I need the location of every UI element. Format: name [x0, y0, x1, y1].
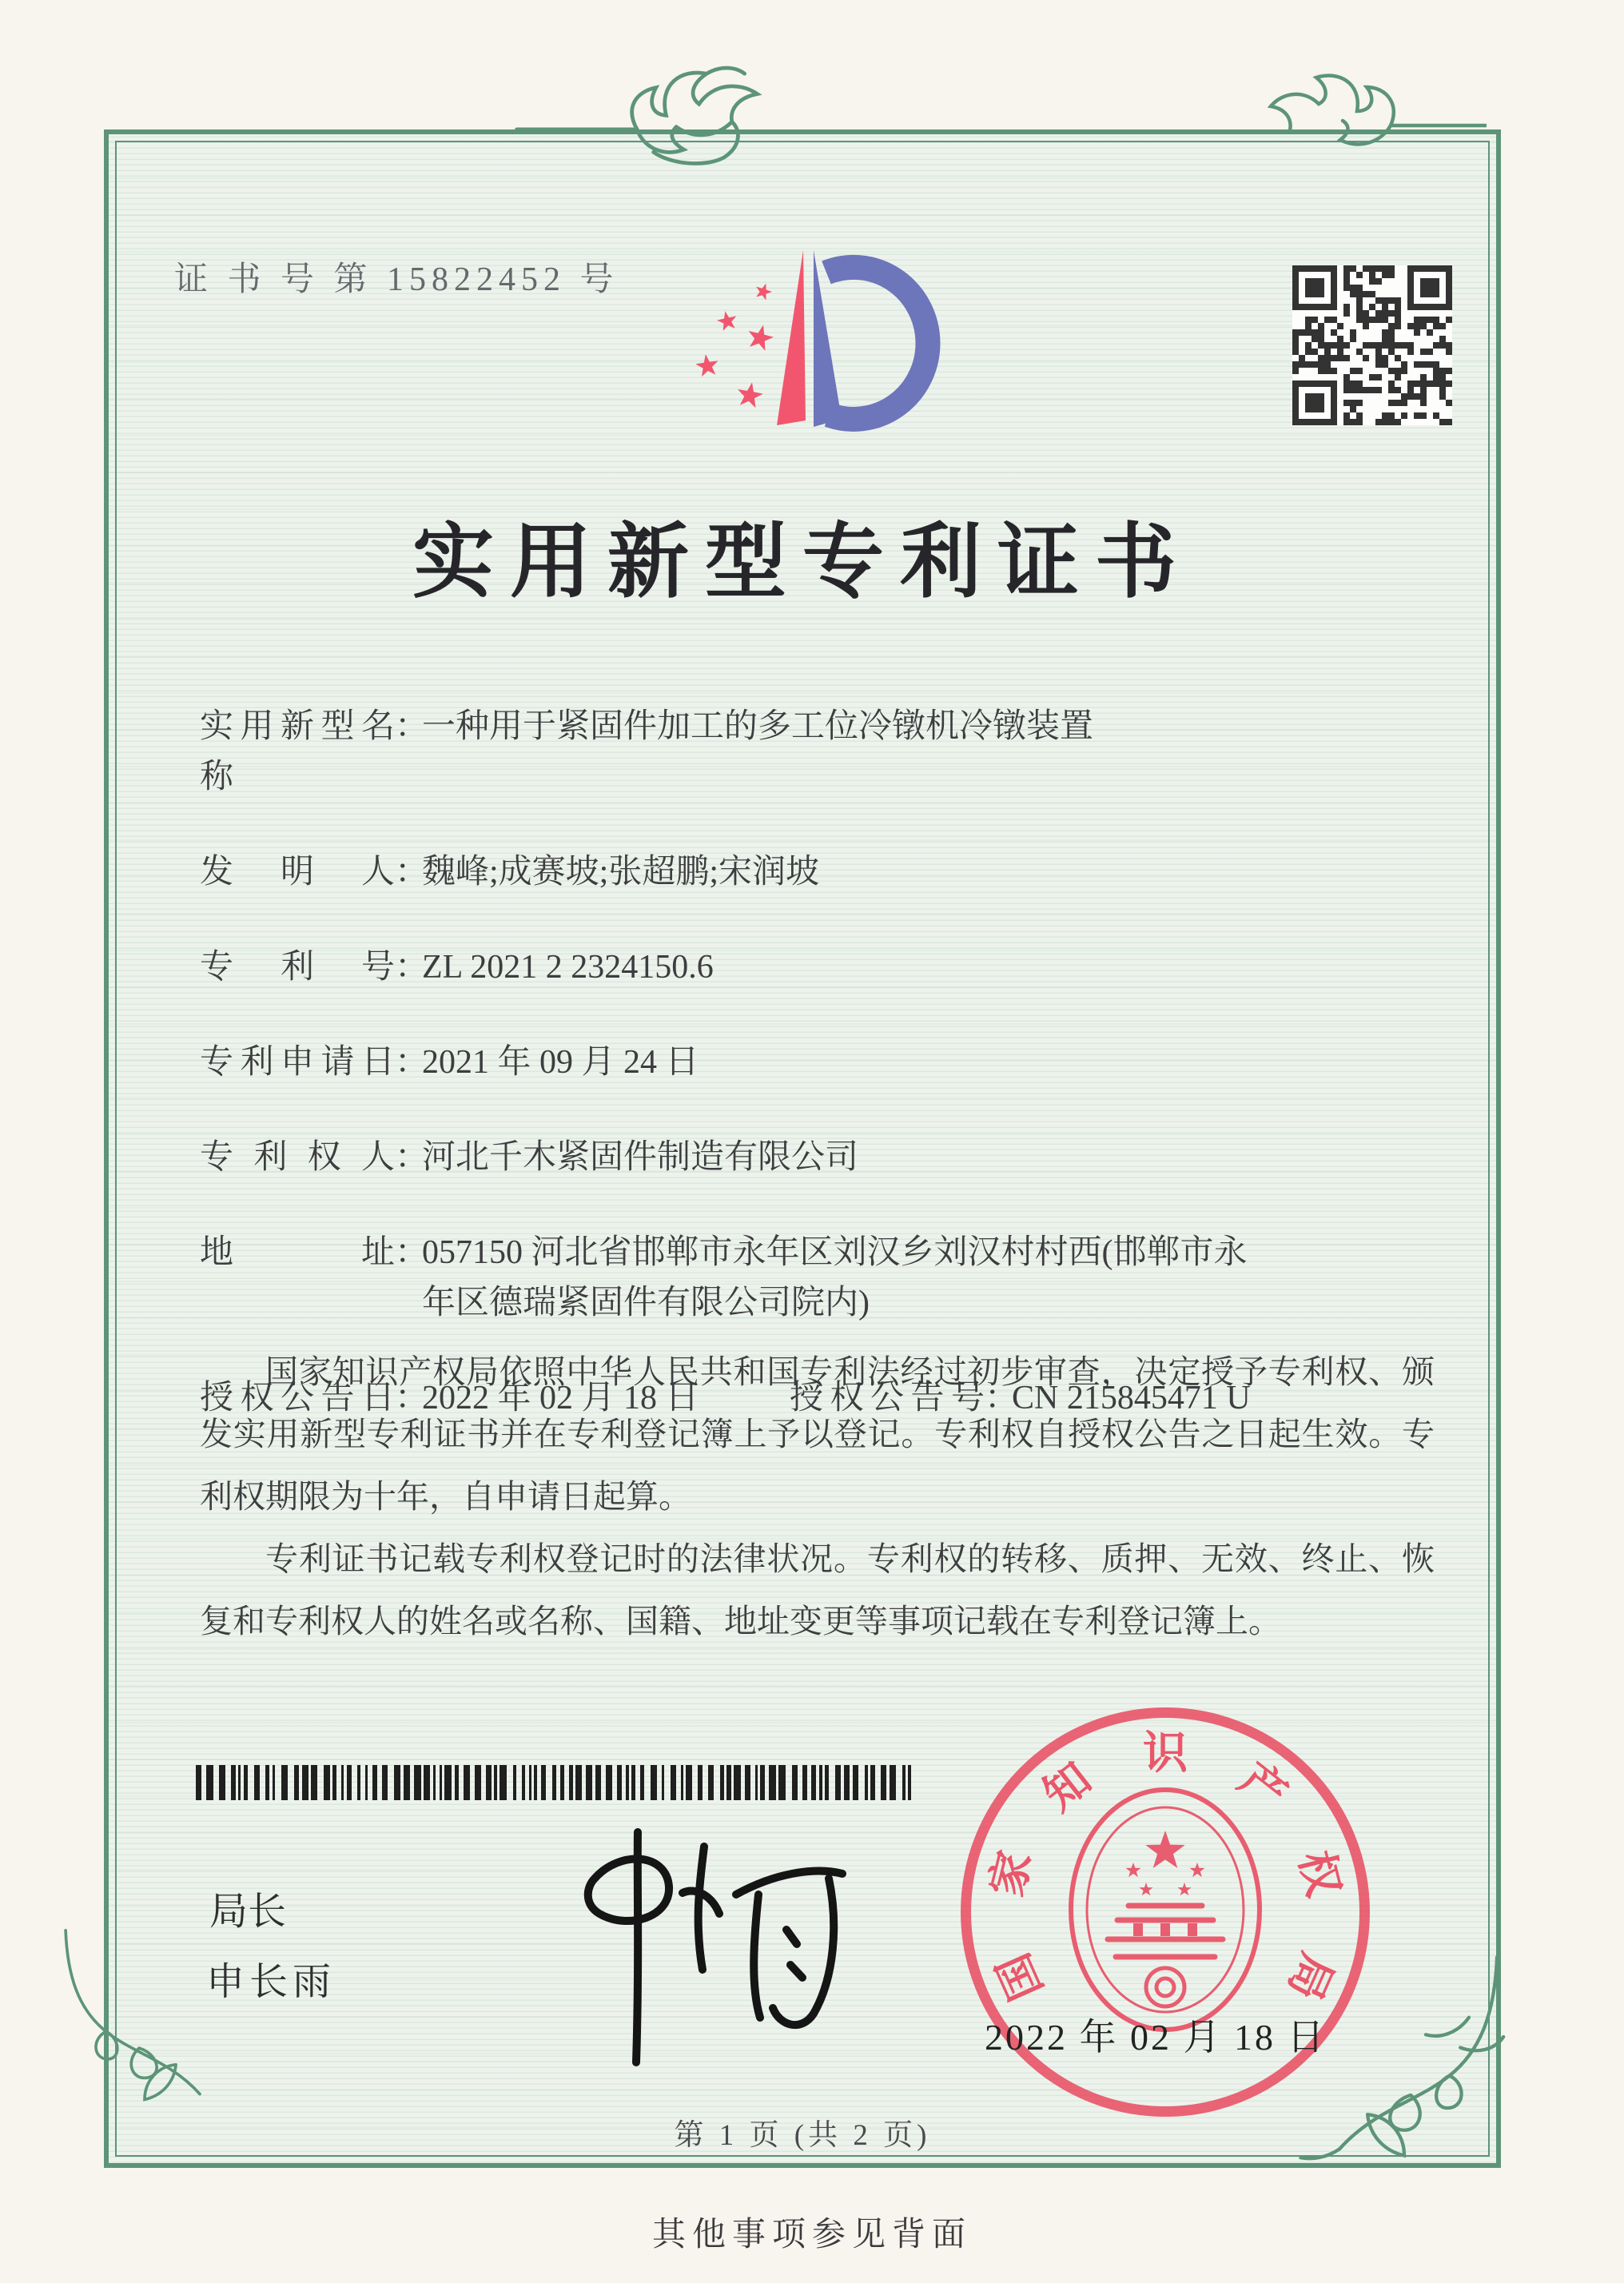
logo-star-icon — [756, 284, 772, 301]
page-number: 第 1 页 (共 2 页) — [674, 2119, 931, 2152]
field-value: ZL 2021 2 2324150.6 — [422, 949, 714, 986]
field-value: 2021 年 09 月 24 日 — [422, 1044, 699, 1081]
field-colon: ： — [395, 1139, 429, 1176]
field-colon: ： — [395, 949, 429, 986]
field-value: 河北千木紧固件制造有限公司 — [422, 1139, 859, 1176]
legal-body-text — [200, 1341, 1435, 1652]
commissioner-signature — [438, 1816, 854, 2096]
field-address — [200, 1228, 1435, 1329]
top-border-dragon-ornament — [511, 56, 775, 208]
barcode — [196, 1765, 915, 1800]
legal-paragraph-grant: 国家知识产权局依照中华人民共和国专利法经过初步审查，决定授予专利权、颁发实用新型专利证书并在专利登记簿上予以登记。专利权自授权公告之日起生效。专利权期限为十年，自申请日起算。 — [200, 1353, 1435, 1515]
field-label: 专利号 — [200, 949, 395, 986]
field-utility-model-name — [200, 702, 1435, 803]
field-label: 发明人 — [200, 854, 395, 890]
field-colon: ： — [395, 708, 429, 745]
field-value: 057150 河北省邯郸市永年区刘汉乡刘汉村村西(邯郸市永年区德瑞紧固件有限公司院内) — [422, 1234, 1248, 1321]
field-inventors — [200, 847, 1435, 898]
patent-logo-graphic — [687, 236, 943, 460]
certificate-number: 证 书 号 第 15822452 号 — [174, 261, 619, 298]
field-colon: ： — [395, 1234, 429, 1271]
field-value: 魏峰;成赛坡;张超鹏;宋润坡 — [422, 854, 820, 890]
grant-date-value: 2022 年 02 月 18 日 — [422, 1380, 699, 1416]
top-right-scroll-ornament — [1247, 42, 1487, 185]
field-label: 授权公告号 — [790, 1380, 985, 1416]
back-side-note: 其他事项参见背面 — [651, 2217, 972, 2253]
seal-character: 家 — [982, 1846, 1041, 1902]
field-label: 地址 — [200, 1234, 395, 1271]
seal-character: 权 — [1289, 1846, 1348, 1902]
field-patent-number — [200, 942, 1435, 993]
field-application-date — [200, 1038, 1435, 1088]
certificate-title: 实用新型专利证书 — [412, 518, 1192, 608]
cnipa-patent-logo — [687, 236, 943, 460]
field-label: 授权公告日 — [200, 1380, 395, 1416]
seal-character: 产 — [1229, 1754, 1296, 1821]
seal-character: 局 — [1278, 1946, 1342, 2007]
seal-character: 国 — [989, 1946, 1053, 2007]
seal-grant-date: 2022 年 02 月 18 日 — [985, 2017, 1327, 2058]
field-label: 专利申请日 — [200, 1044, 395, 1081]
qr-code — [1292, 265, 1452, 425]
commissioner-title: 局长 — [209, 1891, 287, 1933]
field-colon: ： — [395, 1044, 429, 1081]
commissioner-name: 申长雨 — [206, 1961, 336, 2003]
grant-number-value: CN 215845471 U — [1012, 1380, 1251, 1416]
logo-star-icon — [749, 325, 774, 351]
logo-star-icon — [738, 382, 763, 408]
logo-star-icon — [717, 311, 736, 331]
certificate-fields — [200, 702, 1435, 1424]
national-emblem — [1060, 1778, 1271, 2042]
seal-character: 知 — [1034, 1754, 1101, 1821]
seal-character: 识 — [1143, 1729, 1188, 1779]
legal-paragraph-register: 专利证书记载专利权登记时的法律状况。专利权的转移、质押、无效、终止、恢复和专利权人的姓名或名称、国籍、地址变更等事项记载在专利登记簿上。 — [200, 1540, 1435, 1640]
field-label: 实用新型名称 — [200, 708, 395, 795]
field-colon: ： — [395, 1380, 429, 1416]
field-patentee — [200, 1133, 1435, 1183]
field-colon: ： — [985, 1380, 1019, 1416]
field-label: 专利权人 — [200, 1139, 395, 1176]
field-value: 一种用于紧固件加工的多工位冷镦机冷镦装置 — [422, 708, 1094, 745]
field-colon: ： — [395, 854, 429, 890]
logo-star-icon — [695, 354, 718, 377]
